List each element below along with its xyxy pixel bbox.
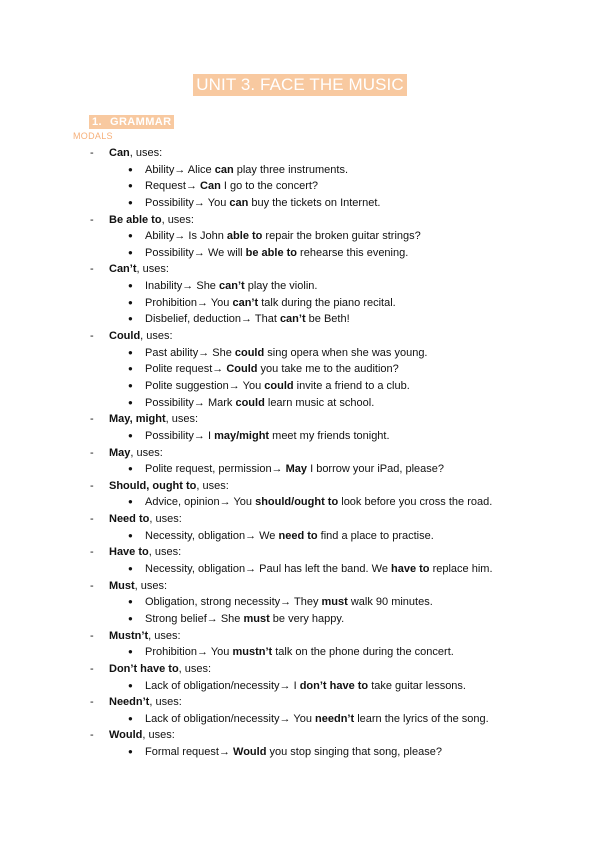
modal-group-heading — [0, 411, 600, 428]
example-tail: replace him. — [429, 563, 493, 576]
example-tail: meet my friends tonight. — [269, 429, 390, 442]
example-tail: learn music at school. — [264, 396, 375, 409]
bullet-icon: ● — [128, 647, 133, 657]
list-item — [0, 195, 600, 212]
example-lead: Lack of obligation/necessity→ I — [145, 679, 300, 692]
example-lead: Prohibition→ You — [145, 296, 233, 309]
bullet-icon: ● — [128, 281, 133, 291]
modal-uses-label: , uses: — [178, 662, 212, 675]
example-modal: can — [229, 196, 249, 209]
modal-group-heading — [0, 478, 600, 495]
bullet-icon: ● — [128, 747, 133, 757]
example-lead: Past ability→ She — [145, 346, 235, 359]
section-label: GRAMMAR — [109, 116, 172, 128]
modal-heading-text — [109, 145, 162, 162]
example-tail: play three instruments. — [233, 163, 349, 176]
modal-group-heading — [0, 661, 600, 678]
example-lead: Prohibition→ You — [145, 646, 233, 659]
list-item — [0, 295, 600, 312]
example-sentence — [145, 561, 493, 578]
list-item — [0, 678, 600, 695]
list-item — [0, 245, 600, 262]
modal-group-heading — [0, 445, 600, 462]
bullet-icon: ● — [128, 181, 133, 191]
example-tail: talk on the phone during the concert. — [272, 646, 454, 659]
list-item — [0, 711, 600, 728]
list-item — [0, 228, 600, 245]
example-modal: Can — [200, 180, 221, 193]
list-item — [0, 428, 600, 445]
list-item — [0, 561, 600, 578]
list-item — [0, 361, 600, 378]
example-tail: you stop singing that song, please? — [266, 746, 442, 759]
list-item — [0, 345, 600, 362]
modal-name: Should, ought to — [109, 479, 197, 492]
list-item — [0, 494, 600, 511]
modal-heading-text — [109, 727, 175, 744]
dash-bullet: - — [90, 263, 94, 276]
modal-group-heading — [0, 628, 600, 645]
example-lead: Possibility→ Mark — [145, 396, 236, 409]
example-sentence — [145, 528, 434, 545]
modal-group-heading — [0, 578, 600, 595]
example-modal: can’t — [279, 313, 306, 326]
example-lead: Disbelief, deduction→ That — [145, 313, 280, 326]
example-modal: mustn’t — [232, 646, 273, 659]
bullet-icon: ● — [128, 597, 133, 607]
modal-heading-text — [109, 511, 182, 528]
modal-name: Would — [109, 729, 143, 742]
example-lead: Possibility→ You — [145, 196, 230, 209]
dash-bullet: - — [90, 213, 94, 226]
modal-uses-label: , uses: — [149, 696, 182, 709]
example-lead: Possibility→ We will — [145, 246, 246, 259]
example-tail: find a place to practise. — [317, 529, 434, 542]
example-sentence — [145, 295, 396, 312]
dash-bullet: - — [90, 330, 94, 343]
list-item — [0, 311, 600, 328]
example-lead: Formal request→ — [145, 746, 234, 759]
list-item — [0, 178, 600, 195]
modal-name: Don’t have to — [109, 662, 179, 675]
example-sentence — [145, 644, 454, 661]
bullet-icon: ● — [128, 713, 133, 723]
example-modal: don’t have to — [299, 679, 369, 692]
modal-heading-text — [109, 694, 182, 711]
bullet-icon: ● — [128, 364, 133, 374]
example-lead: Necessity, obligation→ We — [145, 529, 279, 542]
example-lead: Request→ — [145, 180, 201, 193]
dash-bullet: - — [90, 729, 94, 742]
dash-bullet: - — [90, 479, 94, 492]
bullet-icon: ● — [128, 613, 133, 623]
example-tail: I go to the concert? — [220, 180, 319, 193]
modal-name: Needn’t — [109, 696, 150, 709]
example-sentence — [145, 711, 489, 728]
example-modal: can — [214, 163, 234, 176]
modal-name: Mustn’t — [109, 629, 149, 642]
modal-heading-text — [109, 578, 167, 595]
modal-uses-label: , uses: — [130, 446, 163, 459]
bullet-icon: ● — [128, 347, 133, 357]
example-sentence — [145, 378, 410, 395]
list-item — [0, 461, 600, 478]
bullet-icon: ● — [128, 164, 133, 174]
example-modal: Would — [233, 746, 267, 759]
modal-uses-label: , uses: — [149, 513, 182, 526]
dash-bullet: - — [90, 579, 94, 592]
modal-heading-text — [109, 661, 211, 678]
example-sentence — [145, 494, 492, 511]
modal-group-heading — [0, 212, 600, 229]
example-lead: Ability→ Alice — [145, 163, 215, 176]
modal-heading-text — [109, 445, 163, 462]
modal-name: May — [109, 446, 131, 459]
example-tail: invite a friend to a club. — [293, 379, 410, 392]
dash-bullet: - — [90, 413, 94, 426]
modal-name: Have to — [109, 546, 149, 559]
example-sentence — [145, 361, 399, 378]
example-lead: Necessity, obligation→ Paul has left the band. We — [145, 563, 392, 576]
example-tail: you take me to the audition? — [257, 363, 399, 376]
modal-group-heading — [0, 261, 600, 278]
modal-name: Can — [109, 147, 130, 159]
modal-group-heading — [0, 145, 600, 162]
modal-group-heading — [0, 544, 600, 561]
modal-heading-text — [109, 411, 198, 428]
example-sentence — [145, 178, 318, 195]
example-sentence — [145, 611, 344, 628]
example-lead: Inability→ She — [145, 280, 219, 293]
subheading: MODALS — [73, 131, 113, 141]
modal-uses-label: , uses: — [196, 479, 229, 492]
example-lead: Advice, opinion→ You — [145, 496, 256, 509]
example-lead: Polite request→ — [145, 363, 227, 376]
example-modal: could — [234, 346, 265, 359]
modal-group-heading — [0, 694, 600, 711]
list-item — [0, 644, 600, 661]
example-sentence — [145, 744, 442, 761]
dash-bullet: - — [90, 147, 94, 159]
modal-uses-label: , uses: — [148, 546, 182, 559]
modal-uses-label: , uses: — [148, 629, 181, 642]
title-wrap — [0, 74, 600, 96]
modal-uses-label: , uses: — [140, 330, 173, 343]
example-lead: Polite request, permission→ — [145, 463, 286, 476]
example-lead: Ability→ Is John — [145, 230, 227, 243]
example-modal: must — [321, 596, 348, 609]
example-tail: look before you cross the road. — [338, 496, 493, 509]
bullet-icon: ● — [128, 380, 133, 390]
modal-uses-label: , uses: — [165, 413, 199, 426]
example-sentence — [145, 245, 408, 262]
bullet-icon: ● — [128, 197, 133, 207]
example-modal: May — [285, 463, 308, 476]
modal-group-heading — [0, 328, 600, 345]
modal-heading-text — [109, 212, 194, 229]
example-modal: could — [235, 396, 265, 409]
section-number: 1. — [92, 116, 102, 128]
example-tail: I borrow your iPad, please? — [307, 463, 444, 476]
modal-uses-label: , uses: — [134, 579, 168, 592]
example-tail: rehearse this evening. — [297, 246, 409, 259]
modal-name: May, might — [109, 413, 166, 426]
example-modal: have to — [391, 563, 430, 576]
modal-heading-text — [109, 261, 169, 278]
bullet-icon: ● — [128, 430, 133, 440]
modal-heading-text — [109, 628, 181, 645]
dash-bullet: - — [90, 696, 94, 709]
bullet-icon: ● — [128, 247, 133, 257]
example-modal: should/ought to — [255, 496, 339, 509]
modals-list — [0, 145, 600, 761]
example-modal: Could — [226, 363, 258, 376]
example-tail: buy the tickets on Internet. — [248, 196, 381, 209]
example-lead: Strong belief→ She — [145, 612, 244, 625]
bullet-icon: ● — [128, 314, 133, 324]
example-sentence — [145, 678, 466, 695]
example-tail: play the violin. — [244, 280, 318, 293]
example-modal: able to — [226, 230, 263, 243]
modal-uses-label: , uses: — [129, 147, 163, 159]
list-item — [0, 162, 600, 179]
page-title: UNIT 3. FACE THE MUSIC — [193, 74, 407, 96]
example-tail: repair the broken guitar strings? — [262, 230, 421, 243]
modal-name: Be able to — [109, 213, 162, 226]
example-sentence — [145, 428, 390, 445]
list-item — [0, 744, 600, 761]
modal-uses-label: , uses: — [142, 729, 175, 742]
example-tail: be Beth! — [305, 313, 350, 326]
example-lead: Polite suggestion→ You — [145, 379, 265, 392]
dash-bullet: - — [90, 513, 94, 526]
bullet-icon: ● — [128, 564, 133, 574]
bullet-icon: ● — [128, 397, 133, 407]
example-sentence — [145, 345, 428, 362]
section-heading — [89, 115, 174, 129]
modal-heading-text — [109, 478, 229, 495]
example-modal: be able to — [245, 246, 297, 259]
list-item — [0, 611, 600, 628]
example-tail: be very happy. — [269, 612, 345, 625]
bullet-icon: ● — [128, 680, 133, 690]
example-tail: take guitar lessons. — [368, 679, 466, 692]
example-modal: can’t — [218, 280, 245, 293]
example-sentence — [145, 395, 374, 412]
list-item — [0, 395, 600, 412]
example-sentence — [145, 311, 350, 328]
example-lead: Obligation, strong necessity→ They — [145, 596, 322, 609]
example-modal: must — [243, 612, 270, 625]
example-lead: Lack of obligation/necessity→ You — [145, 712, 316, 725]
bullet-icon: ● — [128, 297, 133, 307]
dash-bullet: - — [90, 446, 94, 459]
modal-name: Must — [109, 579, 135, 592]
modal-name: Need to — [109, 513, 150, 526]
dash-bullet: - — [90, 546, 94, 559]
example-modal: can’t — [232, 296, 259, 309]
dash-bullet: - — [90, 629, 94, 642]
example-modal: need to — [278, 529, 318, 542]
list-item — [0, 278, 600, 295]
example-sentence — [145, 461, 444, 478]
modal-group-heading — [0, 511, 600, 528]
example-tail: learn the lyrics of the song. — [354, 712, 489, 725]
example-modal: may/might — [214, 429, 270, 442]
list-item — [0, 378, 600, 395]
bullet-icon: ● — [128, 464, 133, 474]
example-modal: could — [264, 379, 294, 392]
example-tail: talk during the piano recital. — [258, 296, 396, 309]
example-sentence — [145, 195, 380, 212]
example-tail: walk 90 minutes. — [347, 596, 433, 609]
modal-heading-text — [109, 328, 173, 345]
example-sentence — [145, 594, 433, 611]
bullet-icon: ● — [128, 231, 133, 241]
example-sentence — [145, 228, 421, 245]
modal-name: Could — [109, 330, 141, 343]
example-tail: sing opera when she was young. — [264, 346, 428, 359]
list-item — [0, 594, 600, 611]
example-sentence — [145, 278, 317, 295]
example-sentence — [145, 162, 348, 179]
modal-uses-label: , uses: — [136, 263, 169, 276]
modal-heading-text — [109, 544, 181, 561]
dash-bullet: - — [90, 662, 94, 675]
example-lead: Possibility→ I — [145, 429, 215, 442]
modal-uses-label: , uses: — [161, 213, 194, 226]
list-item — [0, 528, 600, 545]
bullet-icon: ● — [128, 497, 133, 507]
bullet-icon: ● — [128, 530, 133, 540]
modal-group-heading — [0, 727, 600, 744]
example-modal: needn’t — [315, 712, 355, 725]
modal-name: Can’t — [109, 263, 137, 276]
